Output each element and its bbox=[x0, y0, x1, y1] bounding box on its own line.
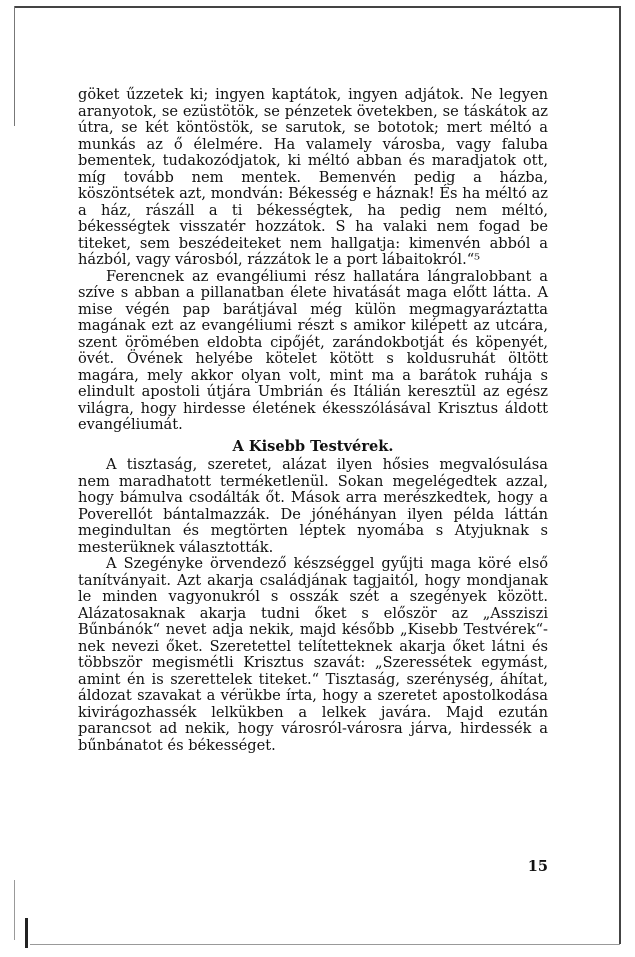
page-number: 15 bbox=[527, 858, 548, 875]
page-frame-top bbox=[14, 6, 620, 8]
page-frame-bottom bbox=[30, 944, 620, 945]
paragraph: Ferencnek az evangéliumi rész hallatára lángralobbant a szíve s abban a pillanatban élete hivatását maga előtt látta. A mise végén pap barátjával még külön megmagyaráztatta magának ezt az evangéliumi részt s amikor kilépett az utcára, szent örömében eldobta cipőjét, zarándokbotját és köpenyét, övét. Övének helyébe kötelet kötött s koldusruhát öltött magára, mely akkor olyan volt, mint ma a barátok ruhája s elindult apostoli útjára Umbrián és Itálián keresztül az egész világra, hogy hirdesse életének ékesszólásával Krisztus áldott evangéliumát. bbox=[78, 267, 548, 433]
page-frame-left bbox=[14, 6, 15, 126]
paragraph: A tisztaság, szeretet, alázat ilyen hősies megvalósulása nem maradhatott terméketlenül. Sokan megelégedtek azzal, hogy bámulva csodálták őt. Mások arra merészkedtek, hogy a Poverellót bántalmazzák. De jónéhányan ilyen példa láttán megindultan és megtörten léptek nyomába s Atyjuknak s mesterüknek választották. bbox=[78, 456, 548, 556]
page-frame-right bbox=[619, 6, 621, 944]
paragraph-continued: göket űzzetek ki; ingyen kaptátok, ingyen adjátok. Ne legyen aranyotok, se ezüstötök, se pénzetek övetekben, se táskátok az útra, se két köntöstök, se sarutok, se bototok; mert méltó a munkás az ő élelmére. Ha valamely városba, vagy faluba bementek, tudakozódjatok, ki méltó abban és maradjatok ott, míg tovább nem mentek. Bemenvén pedig a házba, köszöntsétek azt, mondván: Békesség e háznak! És ha méltó az a ház, rászáll a ti békességtek, ha pedig nem méltó, békességtek visszatér hozzátok. S ha valaki nem fogad be titeket, sem beszédeiteket nem hallgatja: kimenvén abból a házból, vagy városból, rázzátok le a port lábaitokról.“⁵ bbox=[78, 86, 548, 268]
margin-mark bbox=[25, 918, 28, 948]
section-heading: A Kisebb Testvérek. bbox=[232, 437, 394, 455]
paragraph: A Szegényke örvendező készséggel gyűjti maga köré első tanítványait. Azt akarja családjának tagjaitól, hogy mondjanak le minden vagyonukról s osszák szét a szegények között. Alázatosaknak akarja tudni őket s először az „Assziszi Bűnbánók“ nevet adja nekik, majd később „Kisebb Testvérek“-nek nevezi őket. Szeretettel telítetteknek akarja őket látni és többször megismétli Krisztus szavát: „Szeressétek egymást, amint én is szerettelek titeket.“ Tisztaság, szerénység, áhítat, áldozat szavakat a vérükbe írta, hogy a szeretet apostolkodása kivirágozhassék lelkükben a lelkek javára. Majd ezután parancsot ad nekik, hogy városról-városra járva, hirdessék a bűnbánatot és békességet. bbox=[78, 555, 548, 754]
page-body bbox=[78, 87, 548, 754]
page-frame-left-lower bbox=[14, 880, 15, 940]
